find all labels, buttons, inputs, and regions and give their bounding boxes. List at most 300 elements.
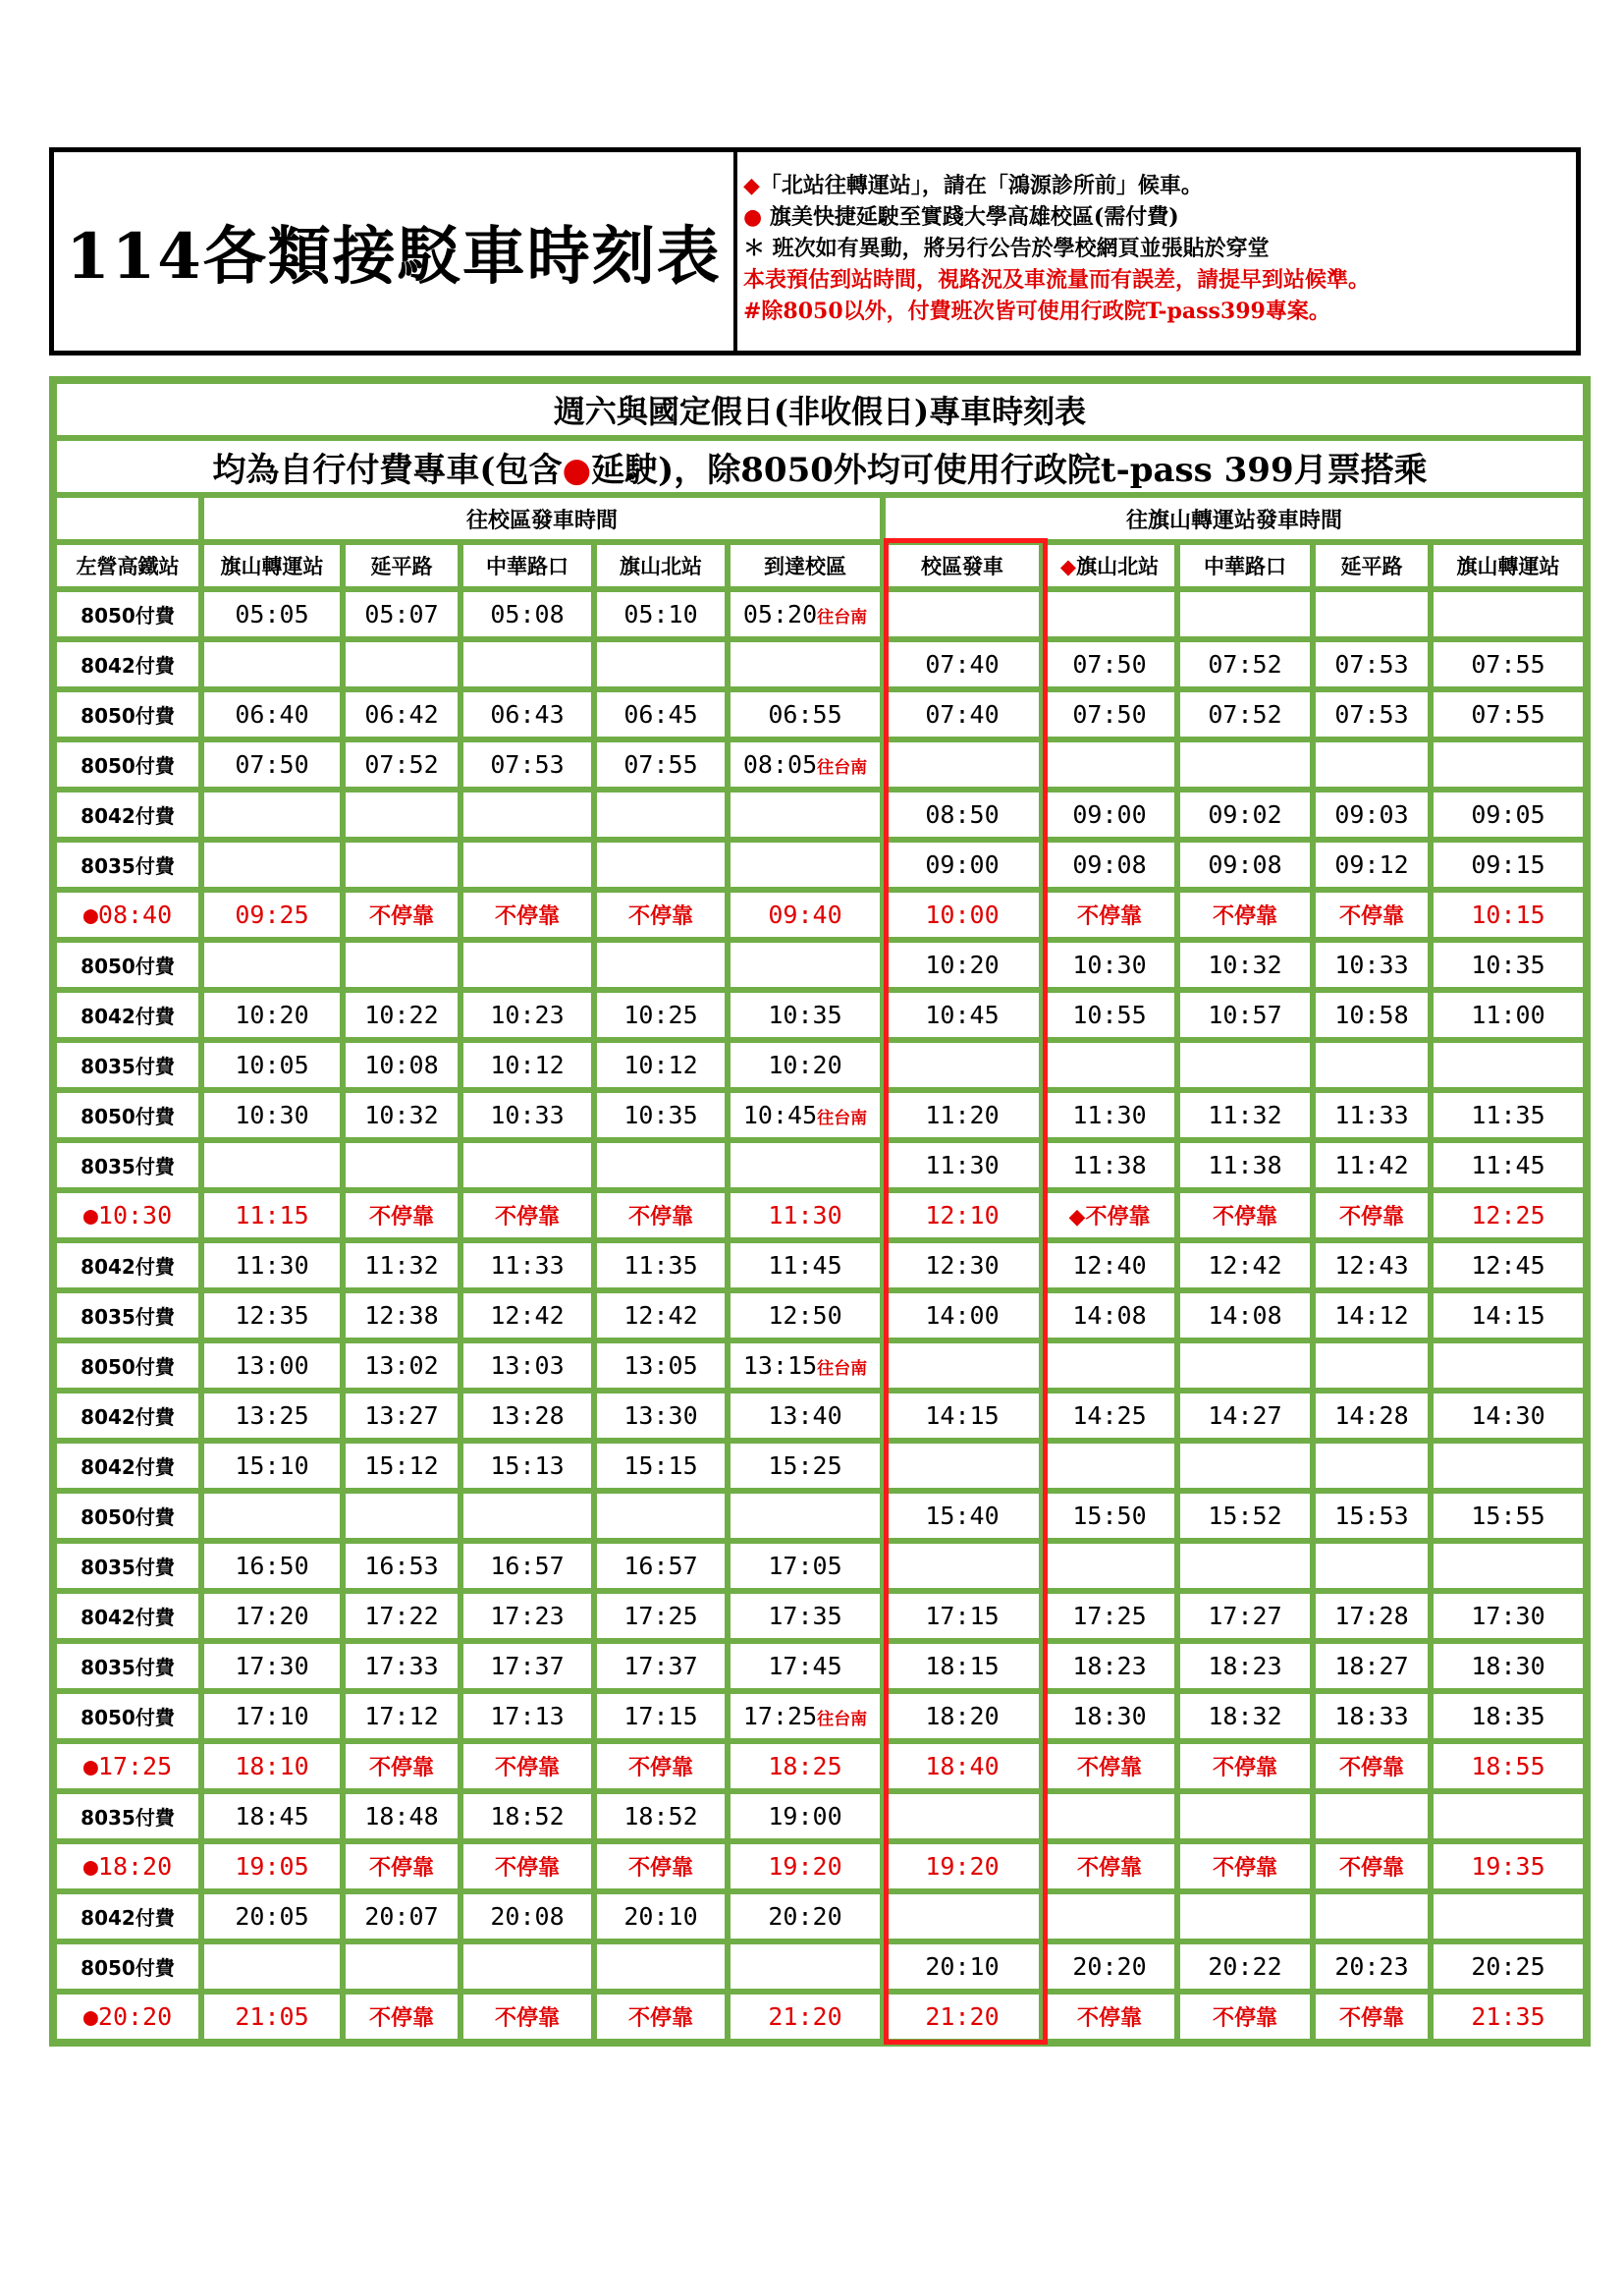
time-cell: 16:53 bbox=[343, 1541, 460, 1591]
time-cell bbox=[460, 790, 594, 840]
time-cell: 20:08 bbox=[460, 1891, 594, 1941]
time-text: 05:20 bbox=[742, 600, 818, 629]
to-tainan-tag: 往台南 bbox=[817, 1109, 868, 1128]
time-cell bbox=[201, 1941, 343, 1992]
time-cell bbox=[1042, 589, 1177, 639]
time-cell: 不停靠 bbox=[1313, 1992, 1431, 2042]
time-cell bbox=[1042, 1541, 1177, 1591]
time-cell: 11:30 bbox=[1042, 1090, 1177, 1140]
title-cell bbox=[54, 152, 737, 351]
column-header: 延平路 bbox=[1313, 542, 1431, 589]
time-cell bbox=[343, 1140, 460, 1190]
time-cell bbox=[1431, 1541, 1586, 1591]
time-cell bbox=[201, 639, 343, 689]
time-cell: 09:00 bbox=[1042, 790, 1177, 840]
time-cell: 15:15 bbox=[594, 1441, 728, 1491]
time-cell: 不停靠 bbox=[594, 1741, 728, 1791]
table-row bbox=[54, 1891, 1586, 1941]
time-cell: 12:10 bbox=[883, 1190, 1042, 1240]
time-cell: 不停靠 bbox=[1177, 1841, 1313, 1891]
page-title: 114各類接駁車時刻表 bbox=[66, 220, 722, 294]
time-cell: 09:12 bbox=[1313, 840, 1431, 890]
time-cell: 12:30 bbox=[883, 1240, 1042, 1290]
route-cell: 8042付費 bbox=[54, 1591, 201, 1641]
route-cell: 8050付費 bbox=[54, 1691, 201, 1741]
time-cell bbox=[594, 1491, 728, 1541]
time-cell: 11:20 bbox=[883, 1090, 1042, 1140]
route-cell: 8042付費 bbox=[54, 639, 201, 689]
time-cell bbox=[728, 1491, 883, 1541]
time-cell: 18:55 bbox=[1431, 1741, 1586, 1791]
red-dot-icon: ● bbox=[82, 1201, 98, 1230]
time-cell bbox=[343, 639, 460, 689]
time-cell: 15:40 bbox=[883, 1491, 1042, 1541]
time-cell: 不停靠 bbox=[1313, 1841, 1431, 1891]
time-cell: 12:42 bbox=[1177, 1240, 1313, 1290]
table-row bbox=[54, 1841, 1586, 1891]
time-cell: 不停靠 bbox=[1177, 1741, 1313, 1791]
time-cell: 18:23 bbox=[1177, 1641, 1313, 1691]
time-cell: 不停靠 bbox=[1313, 1190, 1431, 1240]
time-cell bbox=[460, 1491, 594, 1541]
time-cell bbox=[1313, 1791, 1431, 1841]
time-cell: 20:23 bbox=[1313, 1941, 1431, 1992]
time-cell: 不停靠 bbox=[343, 1841, 460, 1891]
time-cell: 17:20 bbox=[201, 1591, 343, 1641]
route-cell: 8035付費 bbox=[54, 1040, 201, 1090]
time-cell: 19:00 bbox=[728, 1791, 883, 1841]
header-note-text: 班次如有異動，將另行公告於學校網頁並張貼於穿堂 bbox=[765, 236, 1270, 261]
table-row bbox=[54, 1090, 1586, 1140]
column-header: 中華路口 bbox=[1177, 542, 1313, 589]
time-cell: 17:30 bbox=[1431, 1591, 1586, 1641]
time-cell: 17:12 bbox=[343, 1691, 460, 1741]
time-cell: 16:57 bbox=[460, 1541, 594, 1591]
time-cell: 19:35 bbox=[1431, 1841, 1586, 1891]
time-cell: 14:12 bbox=[1313, 1290, 1431, 1340]
time-cell: 05:05 bbox=[201, 589, 343, 639]
column-header-text: 旗山北站 bbox=[1076, 554, 1160, 578]
time-cell: 18:15 bbox=[883, 1641, 1042, 1691]
time-cell: 13:25 bbox=[201, 1391, 343, 1441]
time-cell bbox=[1042, 1040, 1177, 1090]
time-cell: 10:33 bbox=[460, 1090, 594, 1140]
time-cell: 07:50 bbox=[1042, 689, 1177, 739]
asterisk-icon: ＊ bbox=[743, 236, 766, 261]
time-cell: 18:33 bbox=[1313, 1691, 1431, 1741]
column-header-row bbox=[54, 542, 1586, 589]
time-cell bbox=[343, 840, 460, 890]
time-text: 10:45 bbox=[742, 1101, 818, 1129]
time-cell: 不停靠 bbox=[460, 1741, 594, 1791]
time-cell: 10:57 bbox=[1177, 990, 1313, 1040]
route-cell: 8035付費 bbox=[54, 840, 201, 890]
time-cell: 18:48 bbox=[343, 1791, 460, 1841]
column-header: 中華路口 bbox=[460, 542, 594, 589]
time-cell bbox=[1177, 1891, 1313, 1941]
time-cell: 12:43 bbox=[1313, 1240, 1431, 1290]
time-cell: 05:07 bbox=[343, 589, 460, 639]
direction-blank bbox=[54, 495, 201, 542]
time-cell: 18:23 bbox=[1042, 1641, 1177, 1691]
time-cell: 16:50 bbox=[201, 1541, 343, 1591]
time-cell: 07:52 bbox=[343, 739, 460, 790]
table-row bbox=[54, 840, 1586, 890]
time-cell: 不停靠 bbox=[1313, 1741, 1431, 1791]
time-cell bbox=[883, 1040, 1042, 1090]
time-cell: 20:05 bbox=[201, 1891, 343, 1941]
time-cell: 18:10 bbox=[201, 1741, 343, 1791]
time-cell bbox=[460, 840, 594, 890]
header-note-text: #除8050以外，付費班次皆可使用行政院T-pass399專案。 bbox=[743, 299, 1330, 324]
time-cell: 13:02 bbox=[343, 1340, 460, 1391]
route-time: 17:25 bbox=[97, 1752, 173, 1780]
time-cell: 11:30 bbox=[201, 1240, 343, 1290]
header-note bbox=[743, 233, 1576, 264]
to-tainan-tag: 往台南 bbox=[817, 1359, 868, 1379]
time-cell: 不停靠 bbox=[1042, 1992, 1177, 2042]
header-note bbox=[743, 296, 1576, 327]
time-cell bbox=[460, 1941, 594, 1992]
time-cell: 10:12 bbox=[460, 1040, 594, 1090]
route-cell: 8035付費 bbox=[54, 1290, 201, 1340]
table-row bbox=[54, 1190, 1586, 1240]
time-cell: 15:53 bbox=[1313, 1491, 1431, 1541]
table-row bbox=[54, 990, 1586, 1040]
time-cell: 18:27 bbox=[1313, 1641, 1431, 1691]
time-cell: 20:10 bbox=[594, 1891, 728, 1941]
table-row bbox=[54, 639, 1586, 689]
time-cell bbox=[594, 1140, 728, 1190]
time-cell: 20:20 bbox=[728, 1891, 883, 1941]
time-cell: 07:40 bbox=[883, 639, 1042, 689]
time-cell: 不停靠 bbox=[1042, 890, 1177, 940]
time-cell: 不停靠 bbox=[1042, 1841, 1177, 1891]
time-cell bbox=[883, 1340, 1042, 1391]
time-cell: 不停靠 bbox=[594, 1190, 728, 1240]
time-cell: 10:55 bbox=[1042, 990, 1177, 1040]
time-cell: 06:42 bbox=[343, 689, 460, 739]
time-cell bbox=[594, 940, 728, 990]
route-cell: 8042付費 bbox=[54, 1891, 201, 1941]
time-cell bbox=[201, 840, 343, 890]
time-cell bbox=[1431, 1791, 1586, 1841]
to-tainan-tag: 往台南 bbox=[817, 608, 868, 628]
route-cell: 8035付費 bbox=[54, 1791, 201, 1841]
time-cell: 11:35 bbox=[1431, 1090, 1586, 1140]
time-cell: 09:08 bbox=[1042, 840, 1177, 890]
column-header: 校區發車 bbox=[883, 542, 1042, 589]
time-cell bbox=[460, 1140, 594, 1190]
time-cell bbox=[1042, 1190, 1177, 1240]
time-cell: 10:45 bbox=[883, 990, 1042, 1040]
time-cell: 07:53 bbox=[460, 739, 594, 790]
time-cell: 17:10 bbox=[201, 1691, 343, 1741]
header-note-text: 「北站往轉運站」，請在「鴻源診所前」候車。 bbox=[759, 173, 1203, 198]
time-cell: 10:23 bbox=[460, 990, 594, 1040]
time-cell: 14:08 bbox=[1042, 1290, 1177, 1340]
time-cell: 07:40 bbox=[883, 689, 1042, 739]
table-subtitle bbox=[54, 438, 1586, 495]
route-cell bbox=[54, 890, 201, 940]
time-cell: 12:42 bbox=[460, 1290, 594, 1340]
route-time: 10:30 bbox=[97, 1201, 173, 1230]
time-cell bbox=[201, 1140, 343, 1190]
time-cell: 15:52 bbox=[1177, 1491, 1313, 1541]
time-cell: 17:28 bbox=[1313, 1591, 1431, 1641]
table-row bbox=[54, 1541, 1586, 1591]
time-cell: 07:55 bbox=[1431, 689, 1586, 739]
time-cell: 不停靠 bbox=[460, 890, 594, 940]
time-cell: 不停靠 bbox=[1177, 890, 1313, 940]
time-cell: 18:40 bbox=[883, 1741, 1042, 1791]
table-row bbox=[54, 1391, 1586, 1441]
red-dot-icon: ● bbox=[82, 1852, 98, 1881]
time-cell: 09:15 bbox=[1431, 840, 1586, 890]
time-cell: 09:02 bbox=[1177, 790, 1313, 840]
time-cell: 06:40 bbox=[201, 689, 343, 739]
route-cell: 8035付費 bbox=[54, 1641, 201, 1691]
time-cell bbox=[883, 589, 1042, 639]
time-cell: 13:30 bbox=[594, 1391, 728, 1441]
time-cell: 17:30 bbox=[201, 1641, 343, 1691]
time-cell bbox=[460, 639, 594, 689]
to-tainan-tag: 往台南 bbox=[817, 758, 868, 778]
time-cell: 11:45 bbox=[728, 1240, 883, 1290]
time-cell bbox=[883, 739, 1042, 790]
time-cell: 17:37 bbox=[594, 1641, 728, 1691]
time-cell: 20:20 bbox=[1042, 1941, 1177, 1992]
table-row bbox=[54, 940, 1586, 990]
time-cell: 07:50 bbox=[201, 739, 343, 790]
time-cell: 10:12 bbox=[594, 1040, 728, 1090]
time-cell: 不停靠 bbox=[594, 890, 728, 940]
time-cell: 07:52 bbox=[1177, 639, 1313, 689]
header-note bbox=[743, 264, 1576, 296]
time-cell: 18:20 bbox=[883, 1691, 1042, 1741]
time-cell: 不停靠 bbox=[460, 1992, 594, 2042]
time-cell: 10:22 bbox=[343, 990, 460, 1040]
time-cell: 17:25 bbox=[1042, 1591, 1177, 1641]
time-cell: 21:05 bbox=[201, 1992, 343, 2042]
route-time: 18:20 bbox=[97, 1852, 173, 1881]
time-cell bbox=[594, 639, 728, 689]
time-cell: 18:45 bbox=[201, 1791, 343, 1841]
column-header: 旗山轉運站 bbox=[1431, 542, 1586, 589]
route-cell: 8035付費 bbox=[54, 1541, 201, 1591]
time-cell: 17:13 bbox=[460, 1691, 594, 1741]
red-dot-icon: ● bbox=[82, 1752, 98, 1780]
route-cell: 8042付費 bbox=[54, 790, 201, 840]
table-row bbox=[54, 1441, 1586, 1491]
header-note-text: 旗美快捷延駛至實踐大學高雄校區(需付費) bbox=[762, 204, 1179, 230]
time-cell: 17:15 bbox=[594, 1691, 728, 1741]
time-cell: 17:23 bbox=[460, 1591, 594, 1641]
table-row bbox=[54, 890, 1586, 940]
time-cell: 12:40 bbox=[1042, 1240, 1177, 1290]
time-text: 08:05 bbox=[742, 750, 818, 779]
time-cell: 12:45 bbox=[1431, 1240, 1586, 1290]
time-cell: 17:45 bbox=[728, 1641, 883, 1691]
time-cell bbox=[1313, 1040, 1431, 1090]
time-cell: 不停靠 bbox=[460, 1841, 594, 1891]
route-cell: 8042付費 bbox=[54, 1391, 201, 1441]
route-cell: 8050付費 bbox=[54, 589, 201, 639]
time-cell bbox=[1313, 1340, 1431, 1391]
time-cell: 不停靠 bbox=[343, 890, 460, 940]
route-cell: 8050付費 bbox=[54, 940, 201, 990]
time-cell: 10:25 bbox=[594, 990, 728, 1040]
time-cell bbox=[1042, 1891, 1177, 1941]
time-cell: 11:30 bbox=[883, 1140, 1042, 1190]
time-cell: 14:08 bbox=[1177, 1290, 1313, 1340]
route-cell: 8050付費 bbox=[54, 1491, 201, 1541]
table-row bbox=[54, 689, 1586, 739]
time-cell bbox=[1431, 739, 1586, 790]
time-cell bbox=[1431, 1340, 1586, 1391]
time-cell bbox=[343, 1491, 460, 1541]
time-cell bbox=[1177, 739, 1313, 790]
time-cell bbox=[1042, 1791, 1177, 1841]
time-cell bbox=[883, 1441, 1042, 1491]
time-cell: 10:30 bbox=[201, 1090, 343, 1140]
time-text: 17:25 bbox=[742, 1702, 818, 1730]
time-cell: 05:10 bbox=[594, 589, 728, 639]
time-cell bbox=[728, 790, 883, 840]
time-cell bbox=[1431, 1441, 1586, 1491]
time-cell: 10:32 bbox=[1177, 940, 1313, 990]
route-cell: 8050付費 bbox=[54, 1340, 201, 1391]
table-row bbox=[54, 1491, 1586, 1541]
time-cell: 10:33 bbox=[1313, 940, 1431, 990]
time-cell bbox=[1042, 1441, 1177, 1491]
time-cell: 20:07 bbox=[343, 1891, 460, 1941]
column-header: 旗山轉運站 bbox=[201, 542, 343, 589]
time-cell: 13:05 bbox=[594, 1340, 728, 1391]
route-cell bbox=[54, 1992, 201, 2042]
time-cell bbox=[201, 940, 343, 990]
time-cell bbox=[1313, 1441, 1431, 1491]
time-cell bbox=[594, 1941, 728, 1992]
time-cell bbox=[594, 840, 728, 890]
time-cell bbox=[1431, 1040, 1586, 1090]
time-cell: 19:20 bbox=[883, 1841, 1042, 1891]
time-cell bbox=[728, 940, 883, 990]
time-cell: 15:12 bbox=[343, 1441, 460, 1491]
table-row bbox=[54, 1240, 1586, 1290]
route-cell: 8042付費 bbox=[54, 1441, 201, 1491]
route-cell: 8050付費 bbox=[54, 689, 201, 739]
time-cell bbox=[728, 1340, 883, 1391]
time-cell: 15:25 bbox=[728, 1441, 883, 1491]
time-cell: 15:55 bbox=[1431, 1491, 1586, 1541]
time-cell bbox=[1042, 1340, 1177, 1391]
time-cell: 10:08 bbox=[343, 1040, 460, 1090]
time-cell: 15:13 bbox=[460, 1441, 594, 1491]
time-cell: 14:27 bbox=[1177, 1391, 1313, 1441]
table-row bbox=[54, 1040, 1586, 1090]
time-cell bbox=[1313, 1541, 1431, 1591]
time-cell: 07:52 bbox=[1177, 689, 1313, 739]
time-cell: 13:03 bbox=[460, 1340, 594, 1391]
time-cell bbox=[728, 739, 883, 790]
header-box bbox=[49, 147, 1581, 355]
time-cell bbox=[1313, 739, 1431, 790]
time-cell: 13:28 bbox=[460, 1391, 594, 1441]
time-cell: 18:52 bbox=[460, 1791, 594, 1841]
time-cell bbox=[1431, 589, 1586, 639]
time-cell: 21:20 bbox=[728, 1992, 883, 2042]
time-cell: 06:43 bbox=[460, 689, 594, 739]
to-station-header: 往旗山轉運站發車時間 bbox=[883, 495, 1586, 542]
time-cell: 18:30 bbox=[1042, 1691, 1177, 1741]
route-cell bbox=[54, 1741, 201, 1791]
time-cell bbox=[1177, 589, 1313, 639]
time-cell bbox=[1313, 589, 1431, 639]
table-row bbox=[54, 1741, 1586, 1791]
table-row bbox=[54, 1791, 1586, 1841]
column-header: 左營高鐵站 bbox=[54, 542, 201, 589]
time-cell bbox=[1431, 1891, 1586, 1941]
time-cell bbox=[201, 1491, 343, 1541]
time-cell bbox=[1042, 739, 1177, 790]
time-cell: 19:20 bbox=[728, 1841, 883, 1891]
time-cell: 17:15 bbox=[883, 1591, 1042, 1641]
time-cell: 14:30 bbox=[1431, 1391, 1586, 1441]
time-cell bbox=[883, 1541, 1042, 1591]
time-cell: 07:53 bbox=[1313, 639, 1431, 689]
time-cell: 17:37 bbox=[460, 1641, 594, 1691]
time-cell: 21:20 bbox=[883, 1992, 1042, 2042]
table-subtitle-row bbox=[54, 438, 1586, 495]
time-cell: 18:35 bbox=[1431, 1691, 1586, 1741]
time-cell: 10:20 bbox=[883, 940, 1042, 990]
column-header: 延平路 bbox=[343, 542, 460, 589]
route-cell: 8035付費 bbox=[54, 1140, 201, 1190]
time-cell: 08:50 bbox=[883, 790, 1042, 840]
time-cell: 不停靠 bbox=[343, 1190, 460, 1240]
time-cell: 11:33 bbox=[1313, 1090, 1431, 1140]
column-header: 到達校區 bbox=[728, 542, 883, 589]
time-cell: 10:35 bbox=[1431, 940, 1586, 990]
route-cell bbox=[54, 1841, 201, 1891]
time-cell: 20:22 bbox=[1177, 1941, 1313, 1992]
route-cell: 8042付費 bbox=[54, 1240, 201, 1290]
time-cell bbox=[728, 1691, 883, 1741]
time-cell: 21:35 bbox=[1431, 1992, 1586, 2042]
time-cell bbox=[343, 790, 460, 840]
time-cell bbox=[728, 639, 883, 689]
time-cell: 10:00 bbox=[883, 890, 1042, 940]
route-time: 20:20 bbox=[97, 2002, 173, 2031]
table-row bbox=[54, 1591, 1586, 1641]
time-cell: 07:55 bbox=[1431, 639, 1586, 689]
time-cell: 13:40 bbox=[728, 1391, 883, 1441]
time-cell: 09:08 bbox=[1177, 840, 1313, 890]
time-cell: 12:42 bbox=[594, 1290, 728, 1340]
time-cell: 12:35 bbox=[201, 1290, 343, 1340]
time-cell: 14:15 bbox=[883, 1391, 1042, 1441]
time-cell: 09:00 bbox=[883, 840, 1042, 890]
time-cell: 17:33 bbox=[343, 1641, 460, 1691]
time-cell: 09:25 bbox=[201, 890, 343, 940]
time-cell: 09:05 bbox=[1431, 790, 1586, 840]
table-row bbox=[54, 1941, 1586, 1992]
time-cell: 19:05 bbox=[201, 1841, 343, 1891]
time-cell bbox=[201, 790, 343, 840]
time-cell: 10:35 bbox=[728, 990, 883, 1040]
time-cell: 09:03 bbox=[1313, 790, 1431, 840]
